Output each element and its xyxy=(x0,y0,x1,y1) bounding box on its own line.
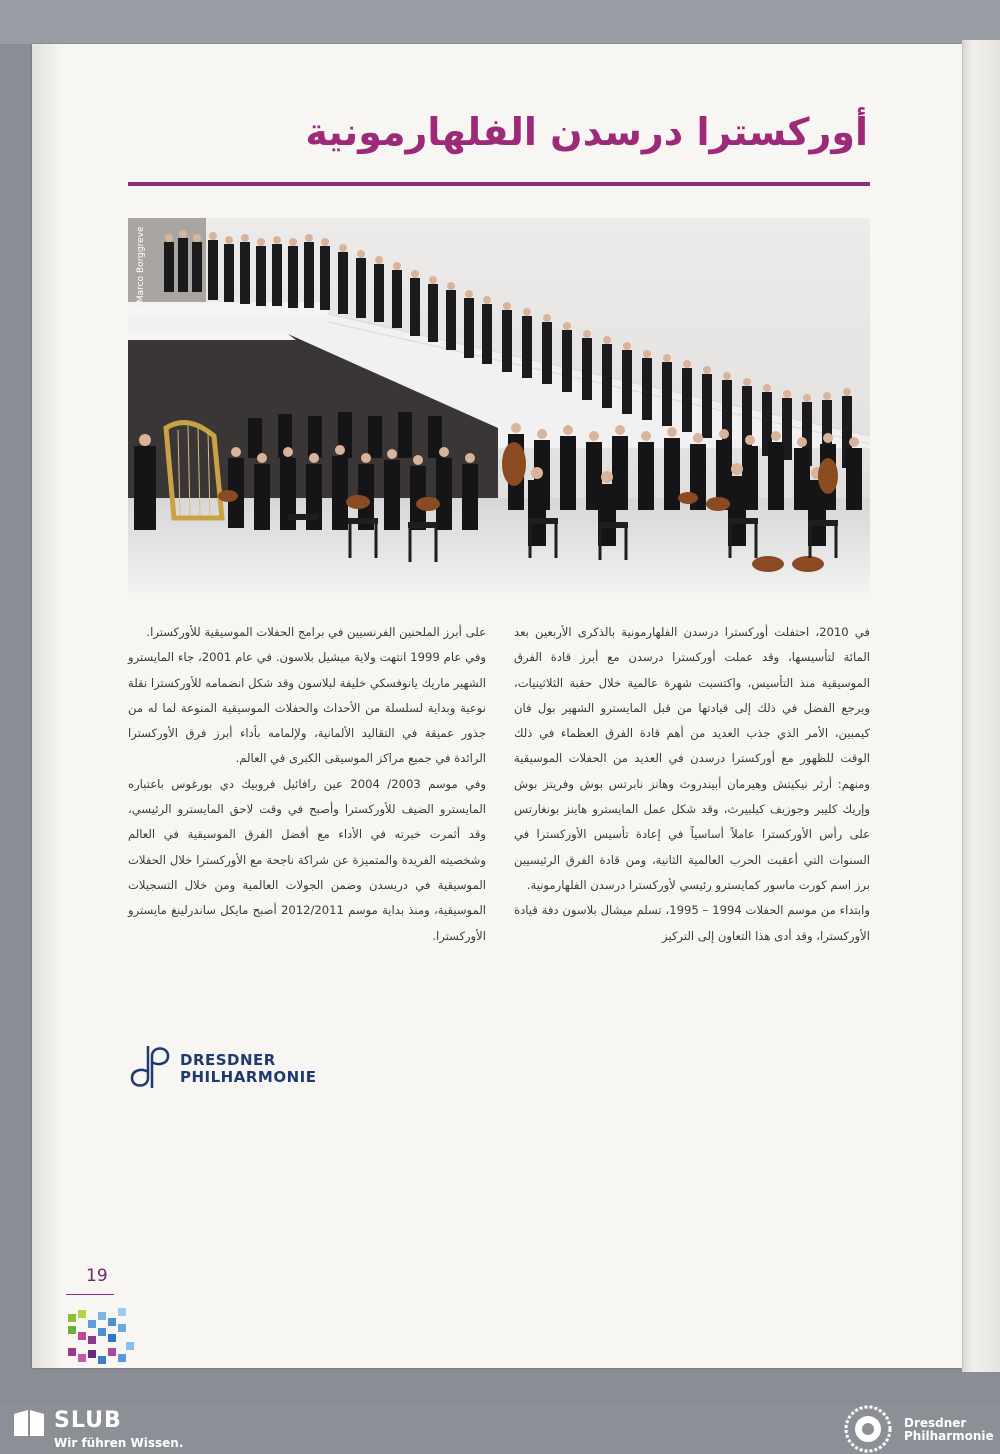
article-left-column xyxy=(128,620,486,949)
logo-line-1: DRESDNER xyxy=(180,1051,276,1069)
paragraph: على أبرز الملحنين الفرنسيين في برامج الحفلات الموسيقية للأوركسترا. xyxy=(146,625,486,639)
paragraph: وابتداء من موسم الحفلات 1994 – 1995، تسلم ميشال بلاسون دفة قيادة الأوركسترا، وقد أدى هذا التعاون إلى التركيز xyxy=(514,903,870,943)
article-right-column xyxy=(514,620,870,949)
dp-line-1: Dresdner xyxy=(904,1416,967,1430)
dp-line-2: Philharmonie xyxy=(904,1429,994,1443)
slub-book-icon xyxy=(12,1408,46,1438)
page-title: أوركسترا درسدن الفلهارمونية xyxy=(305,110,868,154)
paragraph: وفي موسم 2003/ 2004 عين رافائيل فروبيك دي بورغوس باعتباره المايسترو الضيف للأوركسترا وأصبح في وقت لاحق المايسترو الرئيسي، وقد أثمرت خبرته في الأداء مع أفضل الفرق الموسيقية في العالم وشخصيته الفريدة والمتميزة عن شراكة ناجحة مع الأوركسترا خلال الحفلات الموسيقية في دريسدن وضمن الجولات العالمية ومن خلال التسجيلات الموسيقية، ومنذ بداية موسم 2012/2011 أصبح مايكل ساندرلينغ مايسترو الأوركسترا. xyxy=(128,776,486,943)
scan-background xyxy=(0,0,1000,44)
page-number-rule xyxy=(66,1294,114,1295)
slub-name: SLUB xyxy=(54,1408,122,1433)
paragraph: وفي عام 1999 انتهت ولاية ميشيل بلاسون. في عام 2001، جاء المايسترو الشهير ماريك يانوفسكي خليفة لبلاسون وقد شكل انضمامه للأوركسترا نقلة نوعية وبداية لسلسلة من الأحداث والحفلات الموسيقية المنوعة لما له من جذور عميقة في التقاليد الألمانية، ولإلمامه بأداء أبرز فرق الأوركسترا الرائدة في جميع مراكز الموسيقى الكبرى في العالم. xyxy=(128,650,486,766)
page-gutter-shadow xyxy=(32,44,62,1368)
next-page-edge xyxy=(962,40,1000,1372)
dp-monogram-icon xyxy=(128,1044,174,1090)
logo-wordmark xyxy=(180,1052,316,1086)
decorative-mosaic-icon xyxy=(66,1306,136,1370)
paragraph: في 2010، احتفلت أوركسترا درسدن الفلهارمونية بالذكرى الأربعين بعد المائة لتأسيسها، وقد عملت أوركسترا درسدن مع أبرز قادة الفرق الموسيقية منذ التأسيس، واكتسبت شهرة عالمية خلال حقبة الثلاثينيات، ويرجع الفضل في ذلك إلى قيادتها من قبل المايسترو الشهير بول فان كيمبين، الأمر الذي جذب العديد من أهم قادة الفرق العظماء في ذلك الوقت للظهور مع أوركسترا درسدن في العديد من الحفلات الموسيقية ومنهم: أرثر نيكيتش وهيرمان أبيندروث وهانز نابرتس بوش وفريتز بوش وإريك كليبر وجوزيف كيلبيرث، وقد شكل عمل المايسترو هاينز بونغارتس على رأس الأوركسترا عاملاً أساسياً في إعادة تأسيس الأوركسترا في السنوات التي أعقبت الحرب العالمية الثانية، ومن قادة الفرق الرئيسيين برز اسم كورت ماسور كمايسترو رئيسي لأوركسترا درسدن الفلهارمونية. xyxy=(514,625,870,892)
page-number: 19 xyxy=(86,1266,108,1286)
orchestra-photo-illustration xyxy=(128,218,870,593)
photo-credit: © Marco Borggreve xyxy=(136,226,146,316)
philharmonie-footer-name xyxy=(904,1417,994,1443)
title-underline xyxy=(128,182,870,186)
philharmonie-seal-icon xyxy=(842,1404,894,1454)
dresdner-philharmonie-logo xyxy=(128,1044,348,1094)
logo-line-2: PHILHARMONIE xyxy=(180,1068,317,1086)
slub-slogan: Wir führen Wissen. xyxy=(54,1436,184,1450)
orchestra-photo xyxy=(128,218,870,593)
